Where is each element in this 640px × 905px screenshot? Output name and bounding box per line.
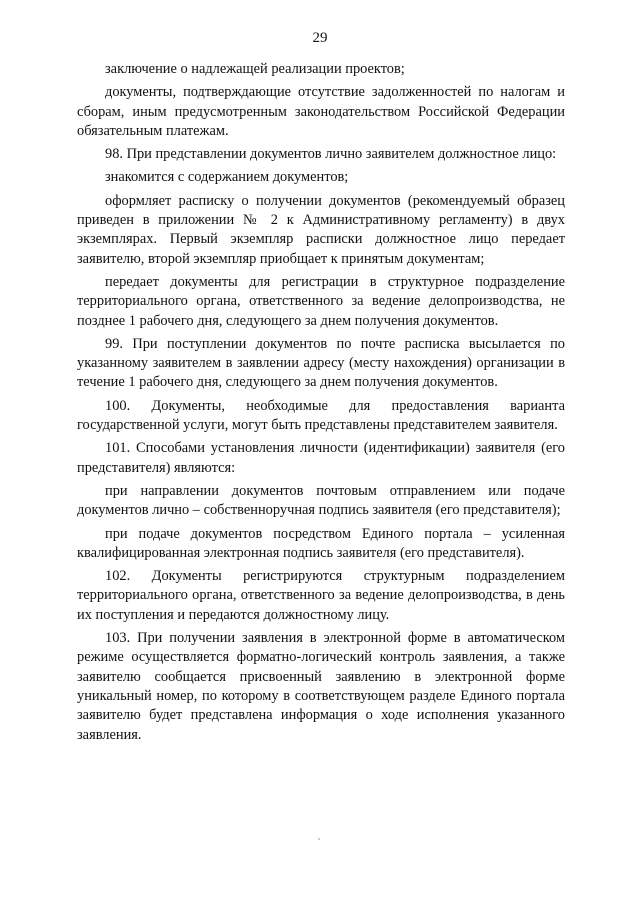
scan-speck <box>318 838 320 840</box>
paragraph-reviews-documents: знакомится с содержанием документов; <box>105 169 349 186</box>
paragraph-issues-receipt: оформляет расписку о получении документов (рекомендуемый образец приведен в приложении № 2 к Административному регламенту) в двух экземплярах. Первый экземпляр расписки должностное лицо передает заявителю, второй экземпляр приобщает к принятым документам; <box>77 192 565 267</box>
paragraph-postal-submission: при направлении документов почтовым отправлением или подаче документов лично – собственноручная подпись заявителя (его представителя); <box>77 482 565 519</box>
paragraph-100: 100. Документы, необходимые для предоставления варианта государственной услуги, могут быть представлены представителем заявителя. <box>77 397 565 434</box>
paragraph-conclusion: заключение о надлежащей реализации проектов; <box>105 61 405 77</box>
page-number: 29 <box>312 30 328 46</box>
paragraph-101: 101. Способами установления личности (идентификации) заявителя (его представителя) являются: <box>77 440 565 476</box>
paragraph-tax-documents: документы, подтверждающие отсутствие задолженностей по налогам и сборам, иным предусмотренным законодательством Российской Федерации обязательным платежам. <box>77 84 565 139</box>
paragraph-102: 102. Документы регистрируются структурным подразделением территориального органа, ответственного за ведение делопроизводства, в день их поступления и передаются должностному лицу. <box>77 568 565 623</box>
paragraph-98: 98. При представлении документов лично заявителем должностное лицо: <box>105 146 557 163</box>
paragraph-99: 99. При поступлении документов по почте расписка высылается по указанному заявителем в заявлении адресу (месту нахождения) организации в течение 1 рабочего дня, следующего за днем получения документов. <box>77 335 565 391</box>
paragraph-transfers-for-registration: передает документы для регистрации в структурное подразделение территориального органа, ответственного за ведение делопроизводства, не позднее 1 рабочего дня, следующего за днем получения документов. <box>77 273 565 329</box>
paragraph-103: 103. При получении заявления в электронной форме в автоматическом режиме осуществляется форматно-логический контроль заявления, а также заявителю сообщается присвоенный заявлению в электронной форме уникальный номер, по которому в соответствующем разделе Единого портала заявителю будет представлена информация о ходе исполнения указанного заявления. <box>77 630 565 743</box>
paragraph-portal-submission: при подаче документов посредством Единого портала – усиленная квалифицированная электронная подпись заявителя (его представителя). <box>77 525 565 561</box>
document-body <box>77 60 565 745</box>
